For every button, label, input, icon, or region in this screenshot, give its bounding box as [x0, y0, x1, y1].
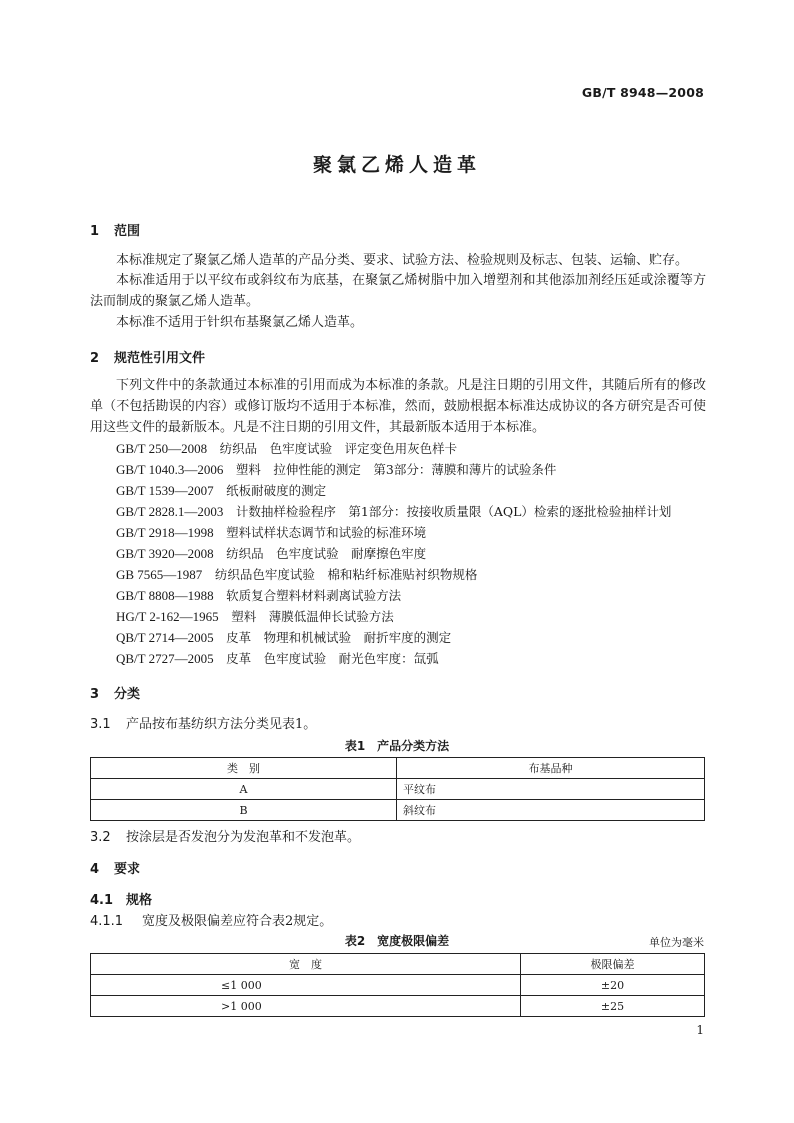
- width-tolerance-table: [90, 953, 705, 1017]
- table-cell: A: [91, 779, 397, 800]
- reference-item: GB/T 1539—2007 纸板耐破度的测定: [116, 483, 327, 498]
- section-title: 规范性引用文件: [114, 351, 206, 366]
- table-cell: 斜纹布: [397, 800, 705, 821]
- reference-item: GB/T 1040.3—2006 塑料 拉伸性能的测定 第3部分：薄膜和薄片的试验条件: [116, 462, 557, 477]
- table-cell: >1 000: [91, 996, 521, 1017]
- table-header-cell: 极限偏差: [521, 954, 705, 975]
- table-header-cell: 类 别: [91, 758, 397, 779]
- reference-item: GB/T 8808—1988 软质复合塑料材料剥离试验方法: [116, 588, 402, 603]
- table-cell: ≤1 000: [91, 975, 521, 996]
- standard-number: GB/T 8948—2008: [581, 85, 704, 100]
- page-number: 1: [696, 1023, 704, 1037]
- table-cell: 平纹布: [397, 779, 705, 800]
- clause-3-1: 3.1 产品按布基纺织方法分类见表1。: [90, 717, 317, 732]
- reference-item: QB/T 2727—2005 皮革 色牢度试验 耐光色牢度：氙弧: [116, 651, 439, 666]
- section-number: 4: [90, 862, 100, 877]
- scope-paragraph-3: 本标准不适用于针织布基聚氯乙烯人造革。: [116, 315, 364, 330]
- section-number: 2: [90, 351, 100, 366]
- clause-4-1-heading: 4.1 规格: [90, 893, 153, 908]
- scope-paragraph-2: 本标准适用于以平纹布或斜纹布为底基，在聚氯乙烯树脂中加入增塑剂和其他添加剂经压延或涂覆等方法而制成的聚氯乙烯人造革。: [90, 273, 706, 309]
- reference-item: GB/T 3920—2008 纺织品 色牢度试验 耐摩擦色牢度: [116, 546, 427, 561]
- reference-item: GB/T 2918—1998 塑料试样状态调节和试验的标准环境: [116, 525, 427, 540]
- table-row: [91, 975, 705, 996]
- table-2-unit: 单位为毫米: [649, 936, 704, 949]
- section-number: 3: [90, 687, 100, 702]
- clause-3-2: 3.2 按涂层是否发泡分为发泡革和不发泡革。: [90, 830, 361, 845]
- section-4-heading: [90, 858, 140, 877]
- section-number: 1: [90, 224, 100, 239]
- table-2-caption: 表2 宽度极限偏差: [344, 934, 450, 948]
- reference-item: GB/T 250—2008 纺织品 色牢度试验 评定变色用灰色样卡: [116, 441, 458, 456]
- reference-item: HG/T 2-162—1965 塑料 薄膜低温伸长试验方法: [116, 609, 394, 624]
- table-row: [91, 779, 705, 800]
- table-header-row: [91, 758, 705, 779]
- section-title: 要求: [114, 862, 141, 877]
- table-cell: ±20: [521, 975, 705, 996]
- reference-item: QB/T 2714—2005 皮革 物理和机械试验 耐折牢度的测定: [116, 630, 452, 645]
- table-header-cell: 布基品种: [397, 758, 705, 779]
- table-cell: B: [91, 800, 397, 821]
- table-cell: ±25: [521, 996, 705, 1017]
- section-title: 分类: [114, 687, 141, 702]
- table-header-row: [91, 954, 705, 975]
- references-intro-paragraph: 下列文件中的条款通过本标准的引用而成为本标准的条款。凡是注日期的引用文件，其随后所有的修改单（不包括勘误的内容）或修订版均不适用于本标准，然而，鼓励根据本标准达成协议的各方研究是否可使用这些文件的最新版本。凡是不注日期的引用文件，其最新版本适用于本标准。: [90, 378, 706, 435]
- section-1-heading: [90, 220, 140, 239]
- scope-paragraph-1: 本标准规定了聚氯乙烯人造革的产品分类、要求、试验方法、检验规则及标志、包装、运输、贮存。: [116, 253, 689, 268]
- reference-item: GB 7565—1987 纺织品色牢度试验 棉和粘纤标准贴衬织物规格: [116, 567, 478, 582]
- section-2-heading: [90, 347, 205, 366]
- section-3-heading: [90, 683, 140, 702]
- section-title: 范围: [114, 224, 141, 239]
- classification-table: [90, 757, 705, 821]
- document-title: 聚氯乙烯人造革: [312, 154, 481, 176]
- table-row: [91, 800, 705, 821]
- reference-item: GB/T 2828.1—2003 计数抽样检验程序 第1部分：按接收质量限（AQL）检索的逐批检验抽样计划: [116, 504, 672, 519]
- table-1-caption: 表1 产品分类方法: [344, 739, 450, 753]
- table-row: [91, 996, 705, 1017]
- table-header-cell: 宽 度: [91, 954, 521, 975]
- clause-4-1-1: 4.1.1 宽度及极限偏差应符合表2规定。: [90, 914, 333, 929]
